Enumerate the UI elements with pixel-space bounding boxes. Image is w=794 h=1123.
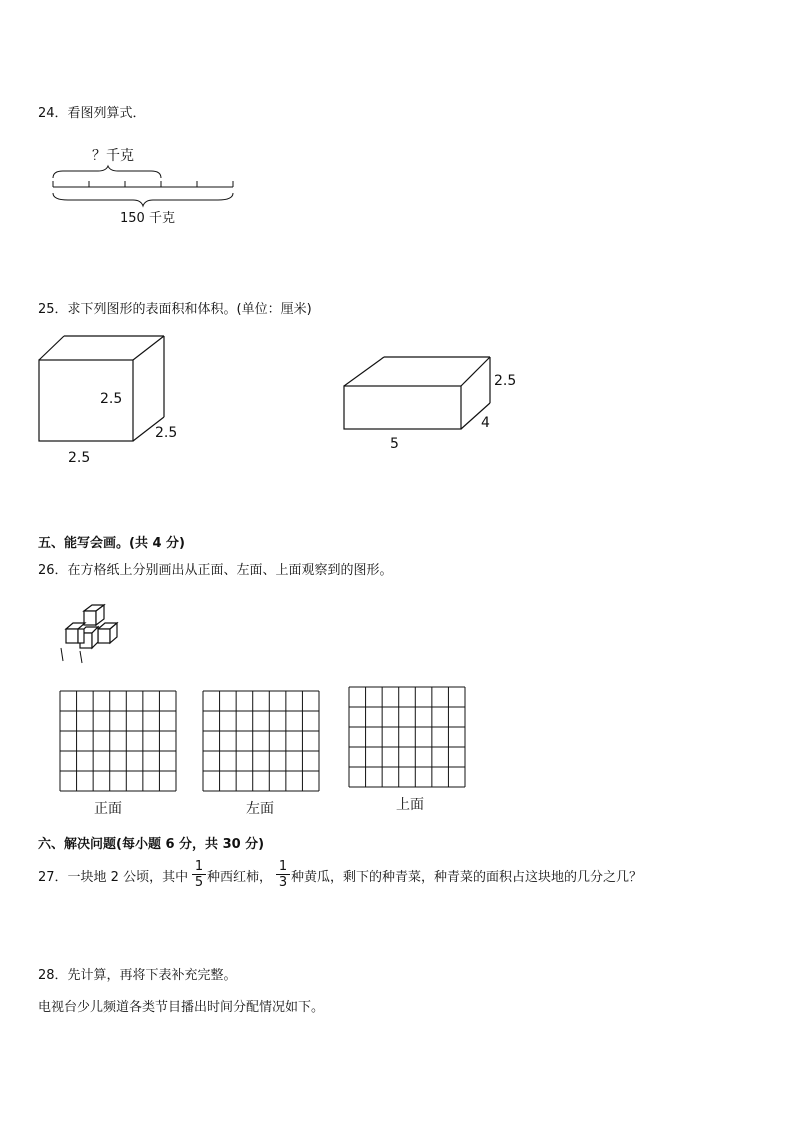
q27-part3: 种黄瓜，剩下的种青菜，种青菜的面积占这块地的几分之几？ [291, 870, 643, 885]
cube-depth-label: 2.5 [155, 425, 178, 441]
fraction-one-fifth-denominator: 5 [194, 875, 204, 890]
section6-heading: 六、解决问题(每小题 6 分，共 30 分) [38, 837, 265, 852]
fraction-one-third-denominator: 3 [278, 875, 288, 890]
cuboid-figure [343, 356, 493, 432]
grid-left-label: 左面 [246, 801, 274, 817]
q24-segment-diagram [48, 166, 240, 208]
cuboid-length-label: 5 [390, 436, 399, 452]
fraction-one-fifth-numerator: 1 [194, 859, 204, 874]
cube-stack-figure [58, 603, 126, 665]
q27-part1: 27．一块地 2 公顷，其中 [38, 870, 189, 885]
q27-part2: 种西红柿， [207, 870, 273, 885]
grid-left[interactable] [202, 690, 320, 792]
q24-text: 24．看图列算式． [38, 106, 146, 121]
cube-width-label: 2.5 [68, 450, 91, 466]
q25-text: 25．求下列图形的表面积和体积。(单位：厘米) [38, 302, 312, 317]
grid-top[interactable] [348, 686, 466, 788]
fraction-one-fifth [192, 860, 206, 889]
cube-figure [38, 335, 168, 445]
q28-text: 28．先计算，再将下表补充完整。 [38, 968, 237, 983]
q24-bottom-label: 150 千克 [120, 211, 175, 226]
cuboid-depth-label: 4 [481, 415, 490, 431]
q26-text: 26．在方格纸上分别画出从正面、左面、上面观察到的图形。 [38, 563, 393, 578]
q28-subtext: 电视台少儿频道各类节目播出时间分配情况如下。 [38, 1000, 325, 1015]
grid-front[interactable] [59, 690, 177, 792]
fraction-one-third-numerator: 1 [278, 859, 288, 874]
fraction-one-third [276, 860, 290, 889]
grid-front-label: 正面 [94, 801, 122, 817]
q24-top-label: ？千克 [92, 148, 134, 164]
section5-heading: 五、能写会画。(共 4 分) [38, 536, 185, 551]
cuboid-height-label: 2.5 [494, 373, 517, 389]
grid-top-label: 上面 [396, 797, 424, 813]
cube-height-label: 2.5 [100, 391, 123, 407]
